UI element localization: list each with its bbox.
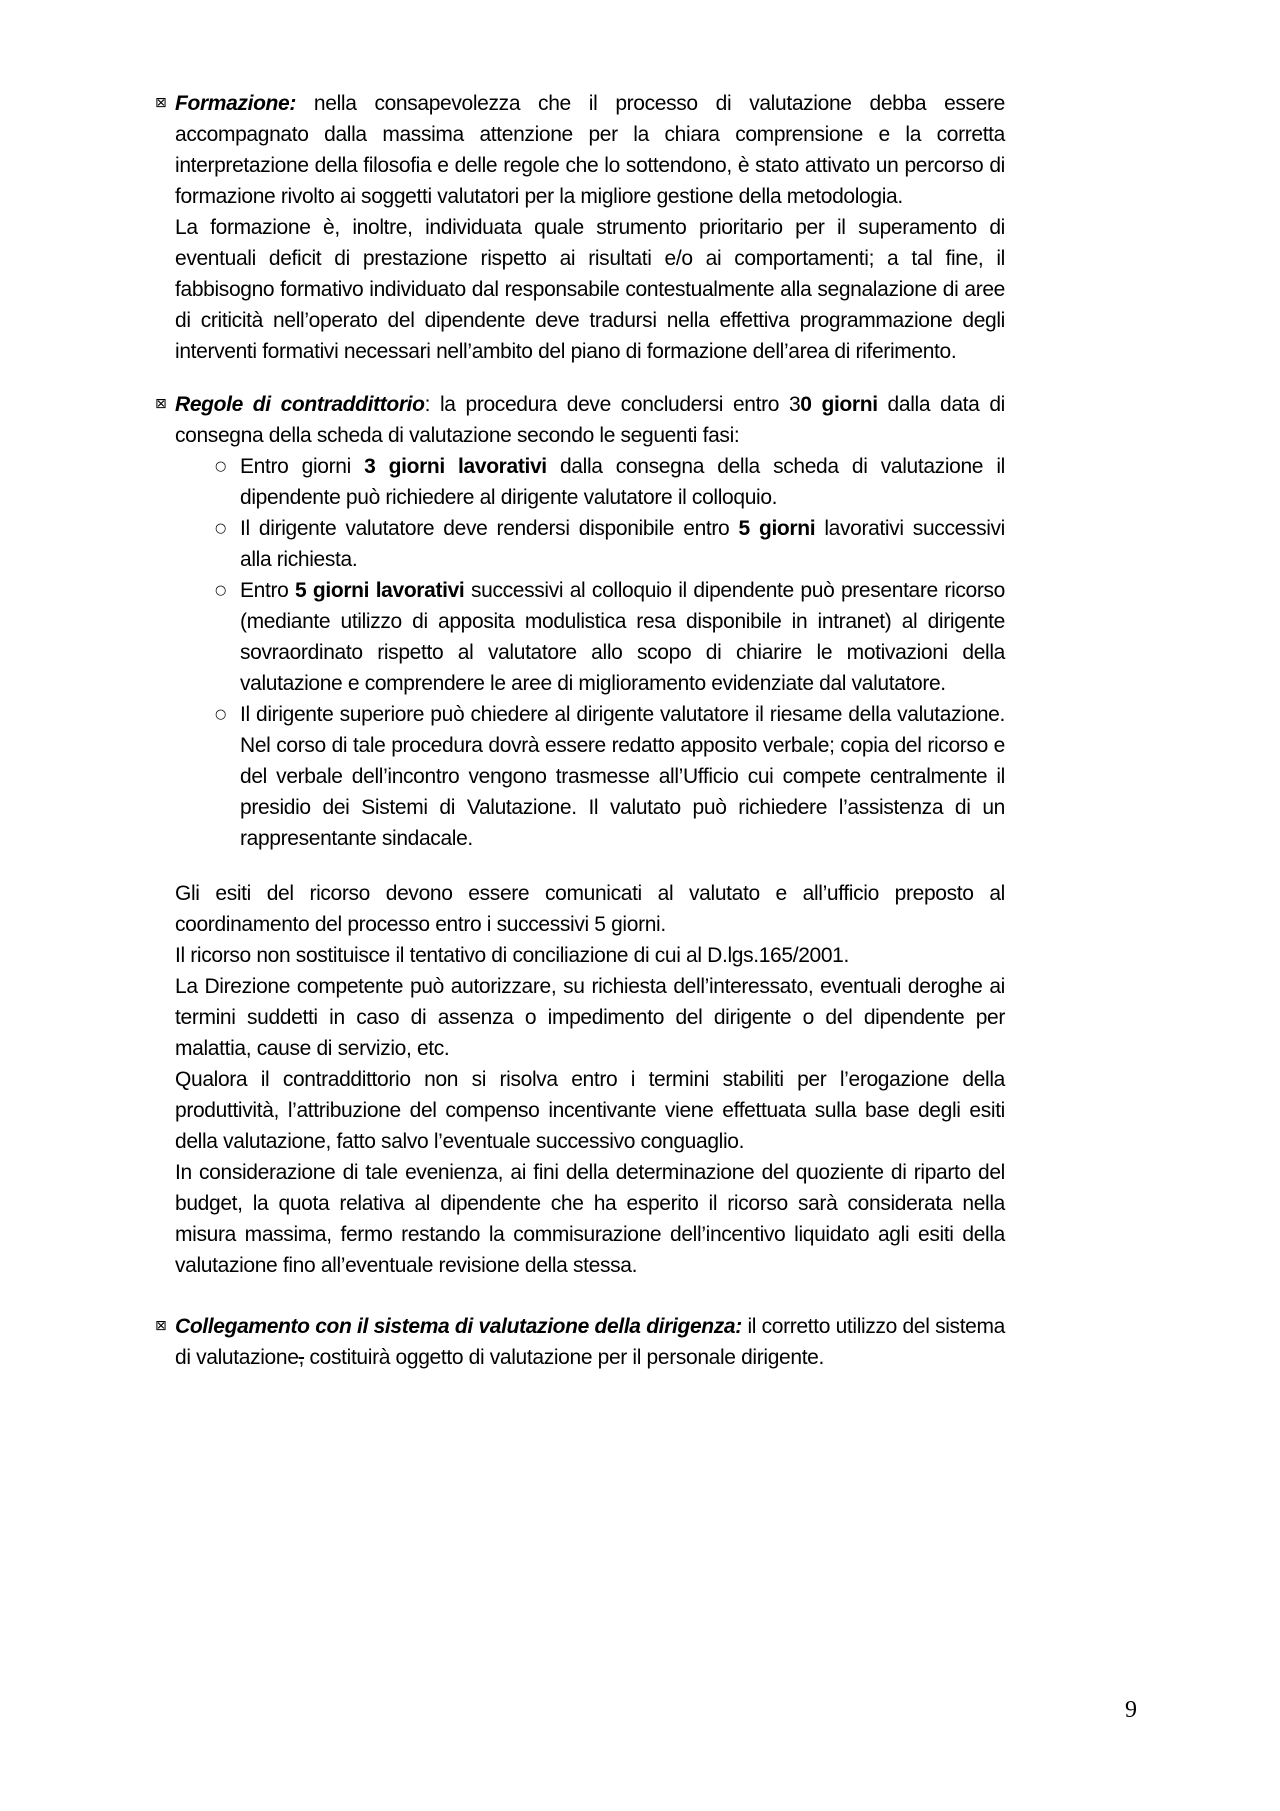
sub-bullet-item-2 [175, 513, 1005, 575]
paragraph-considerazione-evenienza: In considerazione di tale evenienza, ai fini della determinazione del quoziente di riparto del budget, la quota relativa al dipendente che ha esperito il ricorso sarà considerata nella misura massima, fermo restando la commisurazione dell’incentivo liquidato agli esiti della valutazione fino all’eventuale revisione della stessa. [175, 1161, 1005, 1277]
document-body [155, 88, 1005, 1373]
bullet-item-formazione [155, 88, 1005, 367]
sub-bullet-item-1 [175, 451, 1005, 513]
paragraph-la-formazione: La formazione è, inoltre, individuata quale strumento prioritario per il superamento di eventuali deficit di prestazione rispetto ai risultati e/o ai comportamenti; a tal fine, il fabbisogno formativo individuato dal responsabile contestualmente alla segnalazione di aree di criticità nell’operato del dipendente deve tradursi nella effettiva programmazione degli interventi formativi necessari nell’ambito del piano di formazione dell’area di riferimento. [175, 216, 1005, 363]
bullet-item-collegamento [155, 1311, 1005, 1373]
boxed-x-bullet-icon: ⊠ [155, 1318, 167, 1334]
sub2-text-a: Il dirigente valutatore deve rendersi disponibile entro [240, 517, 739, 540]
paragraph-qualora-contraddittorio: Qualora il contraddittorio non si risolva entro i termini stabiliti per l’erogazione della produttività, l’attribuzione del compenso incentivante viene effettuata sulla base degli esiti della valutazione, fatto salvo l’eventuale successivo conguaglio. [175, 1068, 1005, 1153]
boxed-x-bullet-icon: ⊠ [155, 95, 167, 111]
bullet-lead-regole: Regole di contraddittorio [175, 393, 425, 416]
paragraph-formazione [175, 88, 1005, 212]
regole-bold-30-giorni: 0 giorni [800, 393, 878, 416]
paragraph-collegamento [175, 1311, 1005, 1373]
bullet-formazione-content [175, 88, 1005, 367]
bullet-text-formazione: nella consapevolezza che il processo di valutazione debba essere accompagnato dalla massima attenzione per la chiara comprensione e la corretta interpretazione della filosofia e delle regole che lo sottendono, è stato attivato un percorso di formazione rivolto ai soggetti valutatori per la migliore gestione della metodologia. [175, 92, 1005, 208]
sub1-text-a: Entro giorni [240, 455, 365, 478]
regole-text-2: dalla data di consegna della scheda di valutazione secondo le seguenti fasi: [175, 393, 1005, 447]
struck-comma: , [298, 1346, 305, 1369]
paragraph-block [155, 878, 1005, 1281]
sub-bullet-item-3 [175, 575, 1005, 699]
sub2-text-b: lavorativi successivi alla richiesta. [240, 517, 1006, 571]
bullet-collegamento-content [175, 1311, 1005, 1373]
circle-bullet-icon: ○ [215, 521, 227, 536]
sub-bullet-4-text [240, 699, 1005, 854]
regole-text-1: : la procedura deve concludersi entro 3 [424, 393, 801, 416]
sub4-text-a: Il dirigente superiore può chiedere al dirigente valutatore il riesame della valutazione. Nel corso di tale procedura dovrà essere redatto apposito verbale; copia del ricorso e del verbale dell’incontro vengono trasmesse all’Ufficio cui compete centralmente il presidio dei Sistemi di Valutazione. Il valutato può richiedere l’assistenza di un rappresentante sindacale. [240, 703, 1005, 850]
sub3-bold: 5 giorni lavorativi [295, 579, 465, 602]
sub-bullet-2-text [240, 513, 1005, 575]
sub-bullet-item-4 [175, 699, 1005, 854]
bullet-item-regole-contraddittorio [155, 389, 1005, 854]
collegamento-text-1: il corretto utilizzo del sistema di valutazione [175, 1315, 1005, 1369]
sub3-text-a: Entro [240, 579, 296, 602]
collegamento-text-2: costituirà oggetto di valutazione per il personale dirigente. [304, 1346, 824, 1369]
sub-bullet-3-text [240, 575, 1005, 699]
boxed-x-bullet-icon: ⊠ [155, 396, 167, 412]
sub1-bold: 3 giorni lavorativi [364, 455, 547, 478]
circle-bullet-icon: ○ [215, 707, 227, 722]
paragraph-regole-intro [175, 389, 1005, 451]
page-number: 9 [1125, 1697, 1137, 1723]
bullet-lead-collegamento: Collegamento con il sistema di valutazione della dirigenza: [175, 1315, 742, 1338]
circle-bullet-icon: ○ [215, 459, 227, 474]
sub2-bold: 5 giorni [738, 517, 816, 540]
sub3-text-b: successivi al colloquio il dipendente può presentare ricorso (mediante utilizzo di apposita modulistica resa disponibile in intranet) al dirigente sovraordinato rispetto al valutatore allo scopo di chiarire le motivazioni della valutazione e comprendere le aree di miglioramento evidenziate dal valutatore. [240, 579, 1005, 695]
paragraph-block-content [175, 878, 1005, 1281]
sub1-text-b: dalla consegna della scheda di valutazione il dipendente può richiedere al dirigente valutatore il colloquio. [240, 455, 1005, 509]
sub-bullet-list [175, 451, 1005, 854]
bullet-regole-content [175, 389, 1005, 854]
bullet-lead-formazione: Formazione: [175, 92, 296, 115]
paragraph-ricorso-conciliazione: Il ricorso non sostituisce il tentativo di conciliazione di cui al D.lgs.165/2001. [175, 944, 850, 967]
circle-bullet-icon: ○ [215, 583, 227, 598]
paragraph-esiti-ricorso: Gli esiti del ricorso devono essere comunicati al valutato e all’ufficio preposto al coordinamento del processo entro i successivi 5 giorni. [175, 882, 1005, 936]
paragraph-direzione-deroghe: La Direzione competente può autorizzare, su richiesta dell’interessato, eventuali deroghe ai termini suddetti in caso di assenza o impedimento del dirigente o del dipendente per malattia, cause di servizio, etc. [175, 975, 1005, 1060]
sub-bullet-1-text [240, 451, 1005, 513]
